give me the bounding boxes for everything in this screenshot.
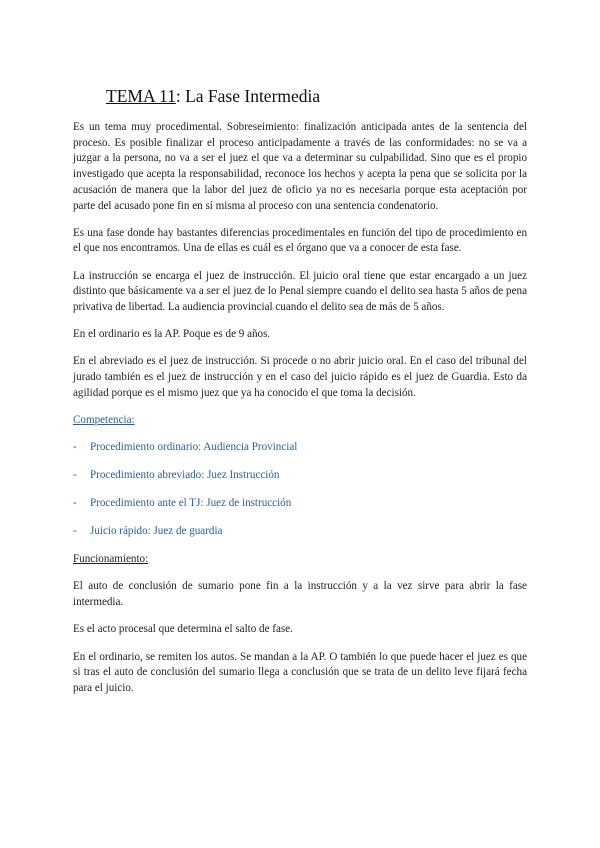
list-item bbox=[73, 524, 527, 540]
paragraph: En el abreviado es el juez de instrucción. Si procede o no abrir juicio oral. En el caso del tribunal del jurado también es el juez de instrucción y en el caso del juicio rápido es el juez de Guardia. Esto da agilidad porque es el mismo juez que ya ha conocido el que toma la decisión. bbox=[73, 355, 527, 399]
list-item-text: Juicio rápido: Juez de guardia bbox=[90, 525, 223, 538]
paragraph: La instrucción se encarga el juez de instrucción. El juicio oral tiene que estar encargado a un juez distinto que básicamente va a ser el juez de lo Penal siempre cuando el delito sea hasta 5 años de pena privativa de libertad. La audiencia provincial cuando el delito sea de más de 5 años. bbox=[73, 269, 527, 314]
list-item bbox=[73, 496, 527, 512]
paragraph: En el ordinario, se remiten los autos. Se mandan a la AP. O también lo que puede hacer el juez es que si tras el auto de conclusión del sumario llega a conclusión que se trata de un delito leve fijará fecha para el juicio. bbox=[73, 650, 527, 694]
bullet-dash: - bbox=[73, 469, 77, 482]
list-item-text: Procedimiento ordinario: Audiencia Provincial bbox=[90, 441, 298, 454]
list-item-text: Procedimiento abreviado: Juez Instrucción bbox=[90, 469, 280, 482]
competencia-list bbox=[73, 440, 527, 540]
topic-number: TEMA 11 bbox=[106, 86, 176, 106]
document-body bbox=[73, 120, 527, 708]
section-heading-funcionamiento: Funcionamiento: bbox=[73, 553, 149, 566]
paragraph: En el ordinario es la AP. Poque es de 9 años. bbox=[73, 328, 271, 341]
paragraph: Es el acto procesal que determina el salto de fase. bbox=[73, 623, 293, 636]
page-title bbox=[106, 86, 320, 107]
paragraph: Es un tema muy procedimental. Sobreseimiento: finalización anticipada antes de la sentencia del proceso. Es posible finalizar el proceso anticipadamente a través de las conformidades: no se va a juzgar a la persona, no va a ser el juez el que va a determinar su culpabilidad. Sino que es el propio investigado que acepta la responsabilidad, reconoce los hechos y acepta la pena que se solicita por la acusación de manera que la labor del juez de oficio ya no es necesaria porque esta aceptación por parte del acusado pone fin en sí misma al proceso con una sentencia condenatorio. bbox=[73, 121, 527, 212]
list-item bbox=[73, 468, 527, 484]
bullet-dash: - bbox=[73, 497, 77, 510]
list-item-text: Procedimiento ante el TJ: Juez de instrucción bbox=[90, 497, 292, 510]
topic-title: : La Fase Intermedia bbox=[175, 86, 321, 106]
bullet-dash: - bbox=[73, 441, 77, 454]
paragraph: Es una fase donde hay bastantes diferencias procedimentales en función del tipo de procedimiento en el que nos encontramos. Una de ellas es cuál es el órgano que va a conocer de esta fase. bbox=[73, 226, 527, 255]
bullet-dash: - bbox=[73, 525, 77, 538]
section-heading-competencia: Competencia: bbox=[73, 414, 135, 427]
list-item bbox=[73, 440, 527, 456]
paragraph: El auto de conclusión de sumario pone fin a la instrucción y a la vez sirve para abrir la fase intermedia. bbox=[73, 580, 527, 609]
